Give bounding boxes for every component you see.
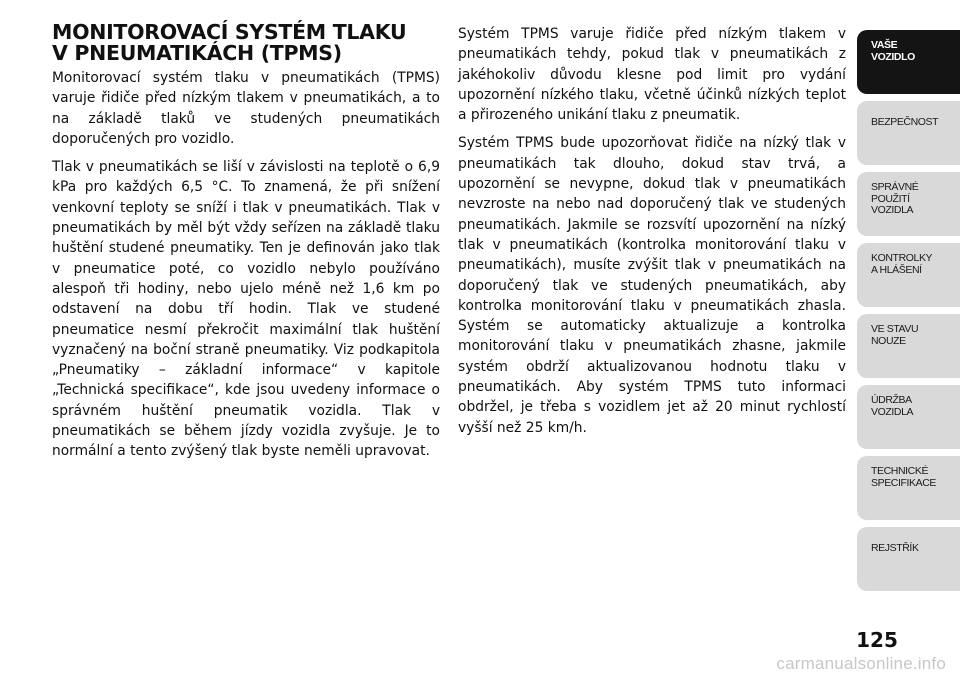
paragraph: Tlak v pneumatikách se liší v závislosti na teplotě o 6,9 kPa pro každých 6,5 °C. To znamená, že při snížení venkovní teploty se sníží i tlak v pneumatikách. Tlak v pneumatikách by měl být vždy seřízen na základě tlaku huštění studené pneumatiky. Ten je definován jako tlak v pneumatice poté, co vozidlo nebylo používáno alespoň tři hodiny, nebo ujelo méně než 1,6 km po odstavení na dobu tří hodin. Tlak ve studené pneumatice nesmí překročit maximální tlak huštění vyznačený na boční straně pneumatiky. Viz podkapitola „Pneumatiky – základní informace“ v kapitole „Technická specifikace“, kde jsou uvedeny informace o správném huštění pneumatik vozidla. Tlak v pneumatikách se během jízdy vozidla zvyšuje. Je to normální a tento zvýšený tlak byste neměli upravovat.: [52, 159, 440, 460]
tab-label: BEZPEČNOST: [871, 116, 939, 128]
tab-kontrolky-a-hlaseni[interactable]: [857, 243, 960, 307]
tab-label: KONTROLKY A HLÁŠENÍ: [871, 252, 933, 276]
watermark: carmanualsonline.info: [776, 654, 946, 673]
tab-vase-vozidlo[interactable]: [857, 30, 960, 94]
paragraph: Monitorovací systém tlaku v pneumatikách (TPMS) varuje řidiče před nízkým tlakem v pneumatikách, a to na základě tlaků ve studených pneumatikách doporučených pro vozidlo.: [52, 70, 440, 147]
tab-label: VAŠE VOZIDLO: [871, 39, 915, 63]
tab-ve-stavu-nouze[interactable]: [857, 314, 960, 378]
left-column: [52, 22, 440, 470]
chapter-tabs: [857, 30, 960, 598]
paragraph: Systém TPMS bude upozorňovat řidiče na nízký tlak v pneumatikách tak dlouho, dokud stav trvá, a upozornění se nevypne, dokud tlak v pneumatikách nevzroste na nebo nad doporučený tlak ve studených pneumatikách. Jakmile se rozsvítí upozornění na nízký tlak v pneumatikách (kontrolka monitorování tlaku v pneumatikách), musíte zvýšit tlak v pneumatikách na doporučený tlak ve studených pneumatikách, aby kontrolka monitorování tlaku v pneumatikách zhasla. Systém se automaticky aktualizuje a kontrolka monitorování tlaku v pneumatikách zhasne, jakmile systém obdrží aktualizovanou hodnotu tlaku v pneumatikách. Aby systém TPMS tuto informaci obdržel, je třeba s vozidlem jet až 20 minut rychlostí vyšší než 25 km/h.: [458, 135, 846, 436]
tab-spravne-pouziti-vozidla[interactable]: [857, 172, 960, 236]
tab-label: SPRÁVNÉ POUŽITÍ VOZIDLA: [871, 181, 919, 216]
tab-label: VE STAVU NOUZE: [871, 323, 919, 347]
tab-udrzba-vozidla[interactable]: [857, 385, 960, 449]
section-title-line-2: V PNEUMATIKÁCH (TPMS): [52, 41, 342, 65]
page-number: 125: [856, 628, 898, 652]
tab-label: REJSTŘÍK: [871, 542, 919, 554]
tab-bezpecnost[interactable]: [857, 101, 960, 165]
tab-label: ÚDRŽBA VOZIDLA: [871, 394, 914, 418]
section-title-line-1: MONITOROVACÍ SYSTÉM TLAKU: [52, 20, 407, 44]
right-column: [458, 24, 846, 446]
paragraph: Systém TPMS varuje řidiče před nízkým tlakem v pneumatikách tehdy, pokud tlak v pneumatikách z jakéhokoliv důvodu klesne pod limit pro vydání upozornění nízkého tlaku, včetně účinků nízkých teplot a přirozeného unikání tlaku z pneumatik.: [458, 26, 846, 124]
section-title: [52, 22, 440, 64]
tab-technicke-specifikace[interactable]: [857, 456, 960, 520]
tab-label: TECHNICKÉ SPECIFIKACE: [871, 465, 937, 489]
tab-rejstrik[interactable]: [857, 527, 960, 591]
